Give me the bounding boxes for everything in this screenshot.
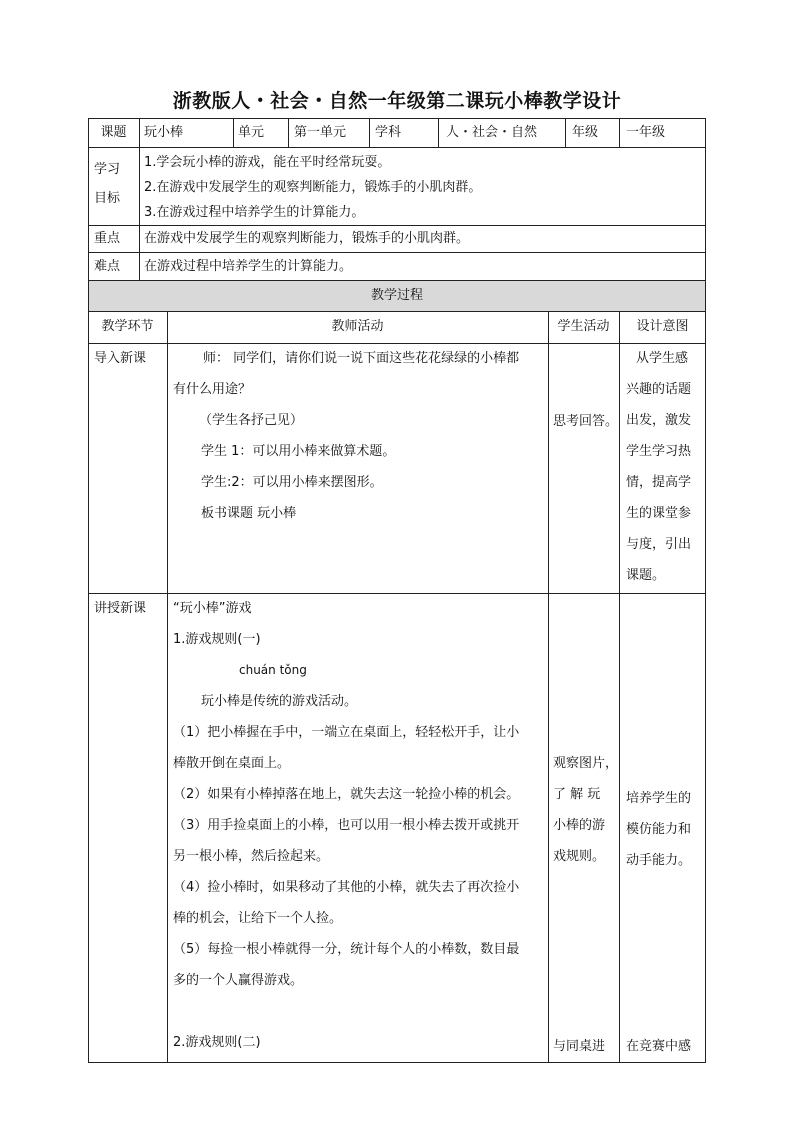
unit-value: 第一单元 <box>294 125 347 140</box>
intro-intent-line: 出发，激发 <box>626 413 692 428</box>
lecture-teacher-line: “玩小棒”游戏 <box>173 601 252 616</box>
lecture-intent-extra: 在竞赛中感 <box>626 1039 692 1054</box>
objectives-label-line2: 目标 <box>94 191 121 206</box>
intro-student-activity: 思考回答。 <box>553 414 619 429</box>
intro-intent-line: 与度，引出 <box>626 537 692 552</box>
intro-stage: 导入新课 <box>94 351 147 366</box>
intro-teacher-line: 板书课题 玩小棒 <box>201 506 297 521</box>
lecture-intent-line: 培养学生的 <box>626 791 692 806</box>
lecture-student-line: 小棒的游 <box>553 818 606 833</box>
column-header-stage: 教学环节 <box>101 319 154 334</box>
objective-item: 2.在游戏中发展学生的观察判断能力，锻炼手的小肌肉群。 <box>144 180 482 195</box>
lecture-student-line: 了 解 玩 <box>553 787 601 802</box>
lecture-student-line: 戏规则。 <box>553 849 606 864</box>
lecture-teacher-line: 棒的机会，让给下一个人捡。 <box>173 911 343 926</box>
lecture-student-line: 观察图片， <box>553 756 619 771</box>
intro-teacher-line: 学生:2：可以用小棒来摆图形。 <box>201 475 383 490</box>
lecture-teacher-line <box>173 996 543 1027</box>
intro-intent-line: 兴趣的话题 <box>626 382 692 397</box>
lecture-teacher-line: 另一根小棒，然后捡起来。 <box>173 849 330 864</box>
key-point-label: 重点 <box>94 231 121 246</box>
unit-label: 单元 <box>238 125 265 140</box>
lecture-stage: 讲授新课 <box>94 601 147 616</box>
intro-design-intent <box>626 343 704 591</box>
column-header-teacher: 教师活动 <box>331 319 384 334</box>
topic-label: 课题 <box>100 125 127 140</box>
column-header-student: 学生活动 <box>557 319 610 334</box>
lecture-intent-line: 模仿能力和 <box>626 822 692 837</box>
document-title: 浙教版人・社会・自然一年级第二课玩小棒教学设计 <box>172 90 622 112</box>
objective-item: 1.学会玩小棒的游戏，能在平时经常玩耍。 <box>144 155 391 170</box>
subject-value: 人・社会・自然 <box>446 125 538 140</box>
topic-value: 玩小棒 <box>144 125 184 140</box>
lecture-teacher-line: 1.游戏规则(一) <box>173 632 261 647</box>
difficulty-label: 难点 <box>94 259 121 274</box>
key-point-value: 在游戏中发展学生的观察判断能力，锻炼手的小肌肉群。 <box>144 231 470 246</box>
lecture-teacher-line: （1）把小棒握在手中，一端立在桌面上，轻轻松开手，让小 <box>173 725 520 740</box>
intro-intent-line: 生的课堂参 <box>626 506 692 521</box>
intro-teacher-line: 学生 1：可以用小棒来做算术题。 <box>201 444 396 459</box>
column-header-intent: 设计意图 <box>636 319 689 334</box>
lecture-design-intent <box>626 783 704 876</box>
intro-intent-line: 课题。 <box>626 568 666 583</box>
intro-teacher-line: 有什么用途？ <box>173 382 252 397</box>
lecture-teacher-line: （2）如果有小棒掉落在地上，就失去这一轮捡小棒的机会。 <box>173 787 520 802</box>
objective-item: 3.在游戏过程中培养学生的计算能力。 <box>144 205 365 220</box>
lecture-teacher-line: （4）捡小棒时，如果移动了其他的小棒，就失去了再次捡小 <box>173 880 520 895</box>
intro-teacher-line: 师： 同学们，请你们说一说下面这些花花绿绿的小棒都 <box>203 351 520 366</box>
lecture-teacher-line: （5）每捡一根小棒就得一分，统计每个人的小棒数，数目最 <box>173 942 520 957</box>
process-header: 教学过程 <box>370 288 423 303</box>
objectives-label-line1: 学习 <box>94 162 121 177</box>
lecture-teacher-line: 多的一个人赢得游戏。 <box>173 973 304 988</box>
lecture-student-activity <box>553 748 619 872</box>
intro-intent-line: 从学生感 <box>636 351 689 366</box>
intro-teacher-activity <box>173 343 543 529</box>
lecture-teacher-line: （3）用手捡桌面上的小棒，也可以用一根小棒去拨开或挑开 <box>173 818 520 833</box>
lecture-teacher-line: 玩小棒是传统的游戏活动。 <box>201 694 358 709</box>
intro-intent-line: 学生学习热 <box>626 444 692 459</box>
lecture-student-extra: 与同桌进 <box>553 1039 606 1054</box>
lecture-teacher-activity <box>173 593 543 1058</box>
lesson-plan-table <box>88 118 706 1063</box>
intro-teacher-line: （学生各抒己见） <box>199 413 304 428</box>
pinyin-annotation: chuán tǒng <box>239 663 307 677</box>
grade-label: 年级 <box>572 125 599 140</box>
lecture-intent-line: 动手能力。 <box>626 853 692 868</box>
lecture-teacher-line: 棒散开倒在桌面上。 <box>173 756 291 771</box>
subject-label: 学科 <box>375 125 402 140</box>
intro-intent-line: 情，提高学 <box>626 475 692 490</box>
difficulty-value: 在游戏过程中培养学生的计算能力。 <box>144 259 353 274</box>
lecture-teacher-line: 2.游戏规则(二) <box>173 1035 261 1050</box>
grade-value: 一年级 <box>626 125 666 140</box>
